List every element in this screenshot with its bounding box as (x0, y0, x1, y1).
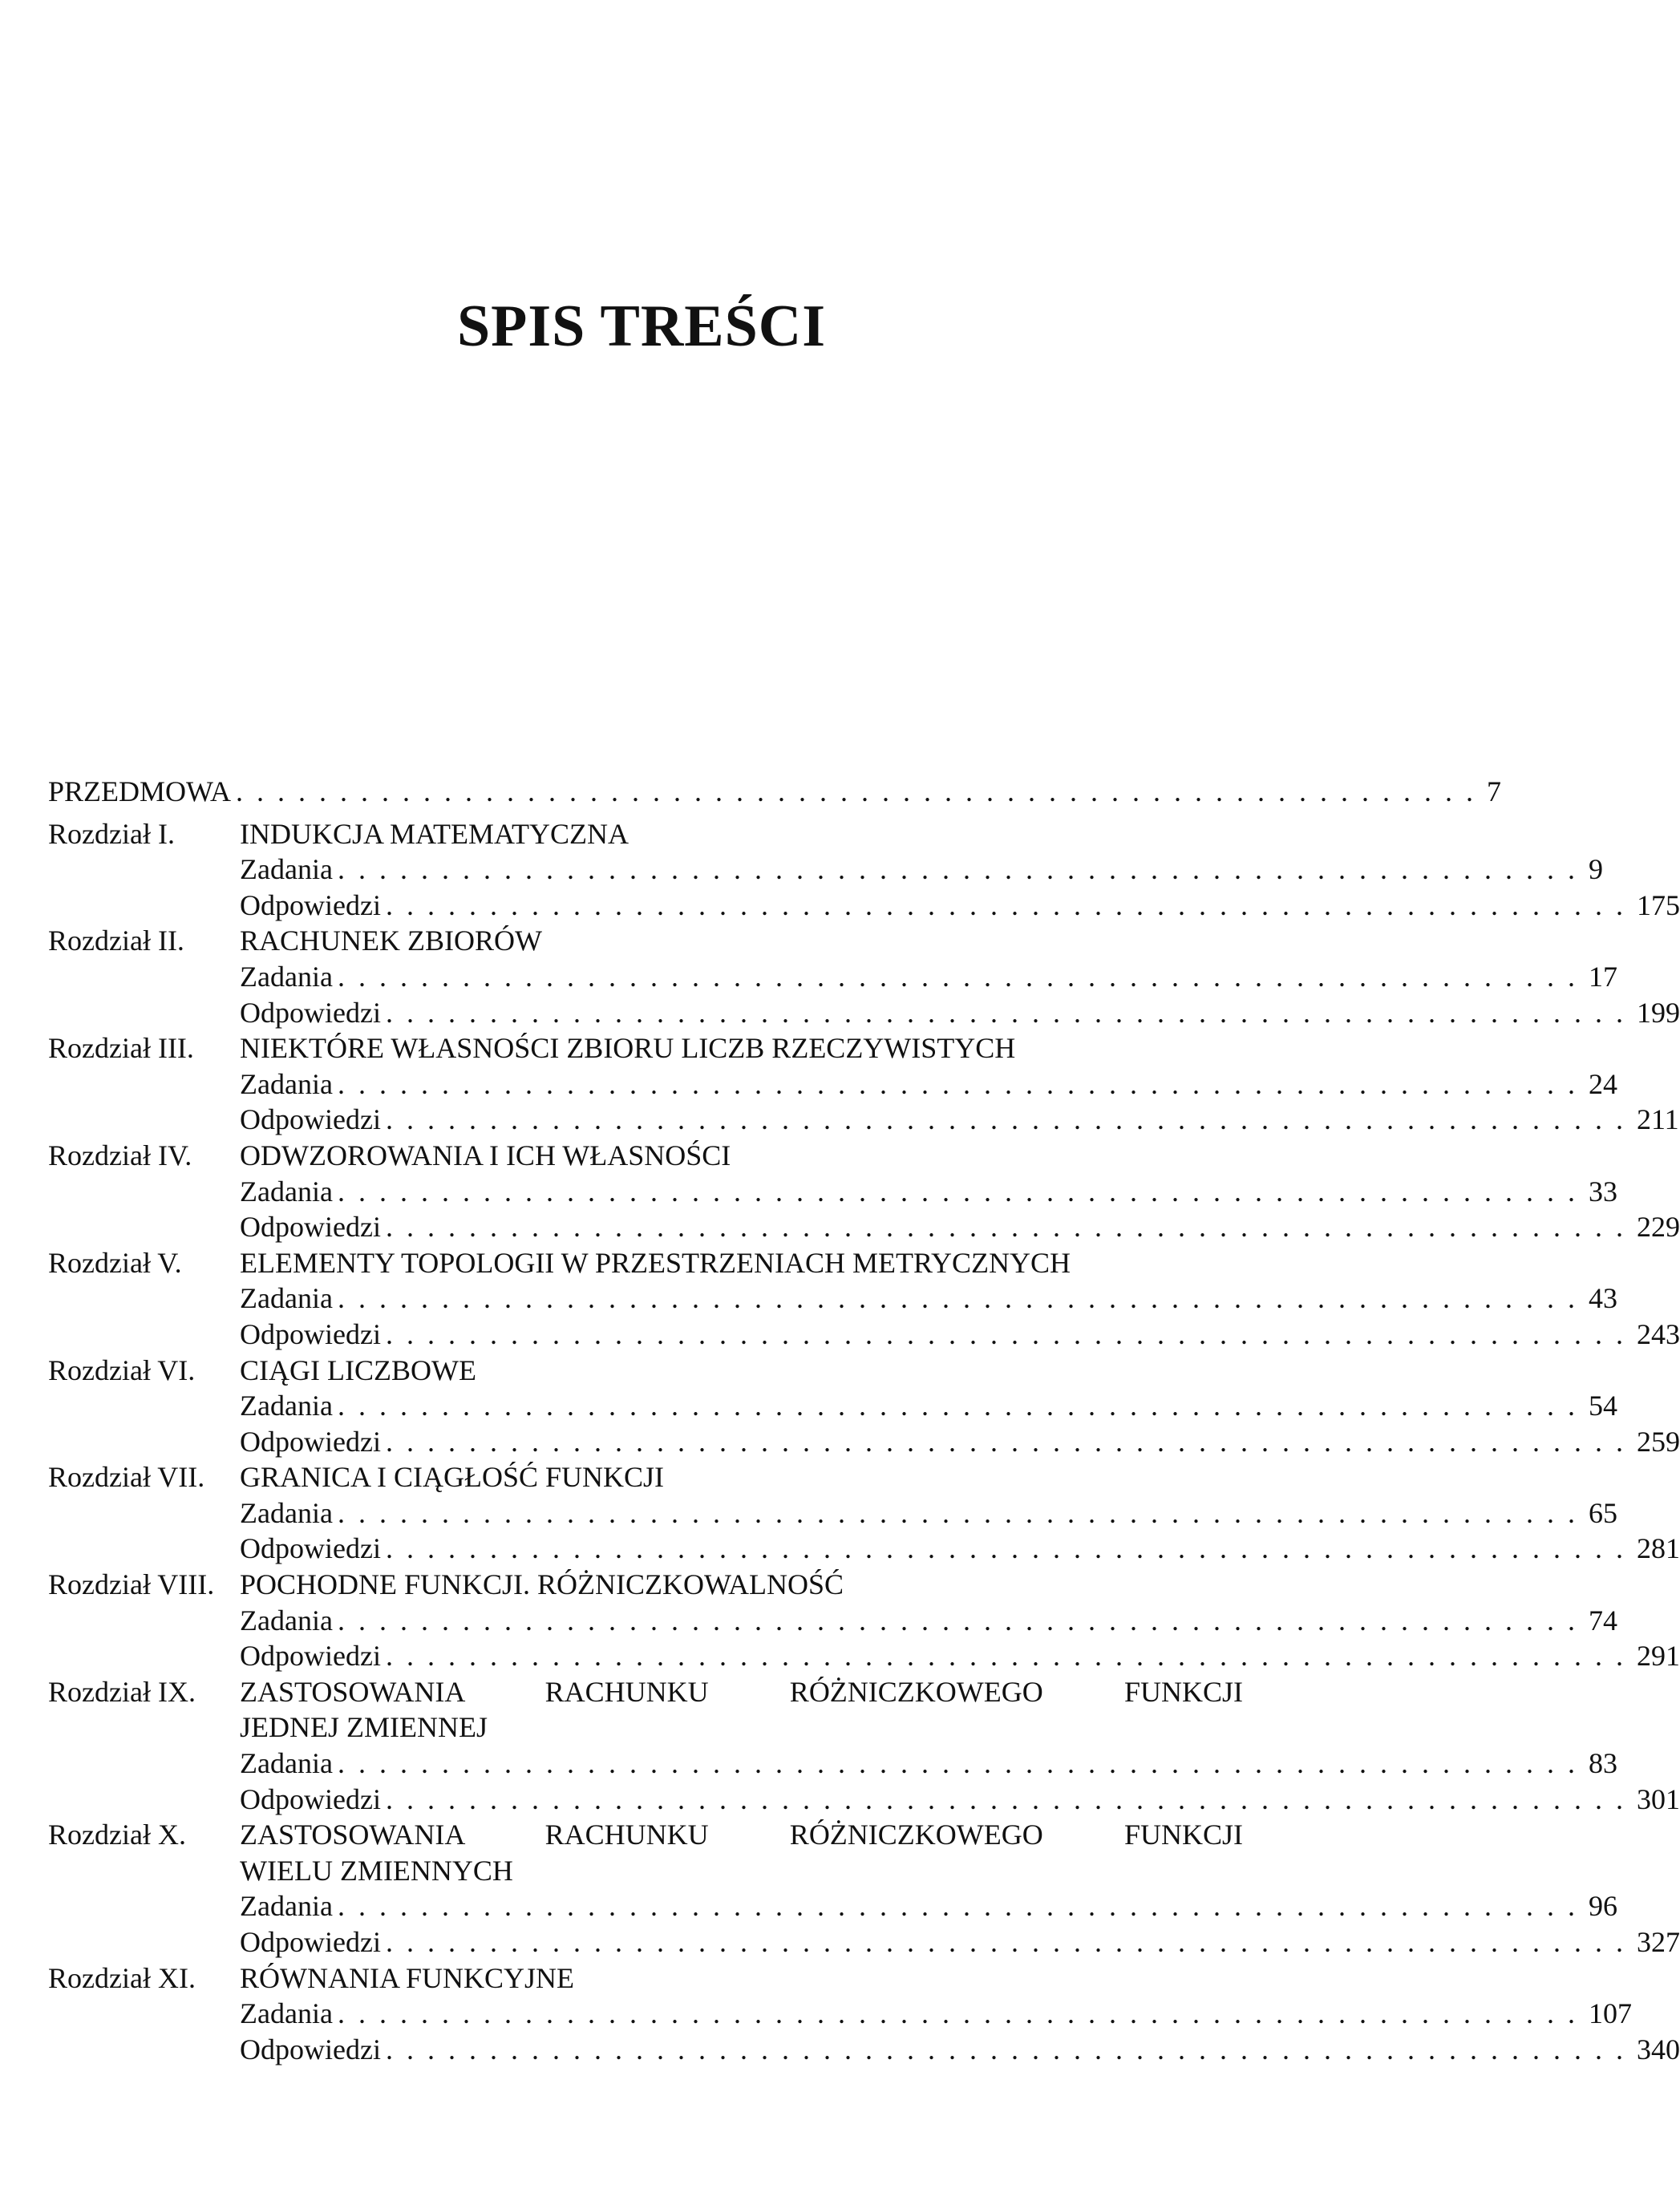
chapter-title: GRANICA I CIĄGŁOŚĆ FUNKCJI (240, 1461, 665, 1494)
odpowiedzi-row (48, 1782, 1680, 1818)
dot-leader: ............................................................ (385, 888, 1637, 921)
dot-leader: ............................................................ (337, 1175, 1589, 1208)
zadania-leader (240, 1495, 1617, 1531)
zadania-page: 107 (1588, 1997, 1632, 2030)
odpowiedzi-label: Odpowiedzi (240, 1532, 381, 1565)
chapter-label: Rozdział VIII. (48, 1568, 215, 1601)
chapter-title-wrap (240, 1674, 1243, 1710)
odpowiedzi-page: 281 (1636, 1532, 1680, 1565)
zadania-label: Zadania (240, 1067, 333, 1100)
preface-label: PRZEDMOWA (48, 775, 232, 807)
dot-leader: ............................................................ (385, 1782, 1637, 1815)
zadania-label: Zadania (240, 1604, 333, 1637)
zadania-leader (240, 1746, 1617, 1782)
odpowiedzi-body (240, 1638, 1680, 1674)
odpowiedzi-page: 340 (1636, 2033, 1680, 2065)
zadania-body (240, 1174, 1617, 1210)
odpowiedzi-page: 327 (1636, 1926, 1680, 1958)
zadania-leader (240, 959, 1617, 995)
zadania-body (240, 852, 1603, 888)
zadania-label: Zadania (240, 1282, 333, 1315)
odpowiedzi-leader (240, 1531, 1680, 1567)
chapter-heading (48, 816, 1243, 852)
chapter-label: Rozdział IX. (48, 1675, 196, 1708)
odpowiedzi-body (240, 2032, 1680, 2068)
chapter-title-line2: WIELU ZMIENNYCH (240, 1854, 513, 1887)
dot-leader: ............................................................ (385, 1211, 1637, 1244)
odpowiedzi-body (240, 888, 1680, 924)
dot-leader: ............................................................ (385, 1926, 1637, 1958)
chapter-label: Rozdział XI. (48, 1961, 196, 1994)
zadania-leader (240, 1281, 1617, 1317)
odpowiedzi-label: Odpowiedzi (240, 1782, 381, 1815)
chapter-title-wrap (240, 1245, 1243, 1281)
dot-leader: ............................................................ (385, 1103, 1637, 1136)
zadania-row (48, 959, 1617, 995)
odpowiedzi-leader (240, 1782, 1680, 1818)
page-title: SPIS TREŚCI (456, 293, 827, 359)
zadania-leader (240, 852, 1603, 888)
odpowiedzi-label: Odpowiedzi (240, 888, 381, 921)
zadania-label: Zadania (240, 853, 333, 886)
zadania-label: Zadania (240, 1175, 333, 1208)
zadania-row (48, 1603, 1617, 1639)
chapter-title-wrap (240, 1459, 1243, 1495)
chapter-title-wrap (240, 1960, 1243, 1997)
zadania-leader (240, 1066, 1617, 1102)
zadania-page: 24 (1588, 1067, 1617, 1100)
zadania-body (240, 1495, 1617, 1531)
chapter-heading (48, 1567, 1243, 1603)
chapter-title: NIEKTÓRE WŁASNOŚCI ZBIORU LICZB RZECZYWISTYCH (240, 1032, 1016, 1065)
chapter-entry (48, 1138, 1680, 1245)
dot-leader: ............................................................ (385, 1317, 1637, 1350)
zadania-label: Zadania (240, 1390, 333, 1422)
chapter-heading (48, 1817, 1243, 1853)
zadania-page: 74 (1588, 1604, 1617, 1637)
odpowiedzi-page: 229 (1636, 1211, 1680, 1244)
chapter-entry (48, 1030, 1679, 1138)
zadania-page: 65 (1588, 1496, 1617, 1529)
dot-leader: ............................................................ (337, 1890, 1589, 1923)
odpowiedzi-leader (240, 1638, 1680, 1674)
odpowiedzi-leader (240, 995, 1680, 1031)
chapter-entry (48, 1245, 1680, 1353)
chapter-heading (48, 1960, 1243, 1997)
chapter-heading (48, 1674, 1243, 1710)
dot-leader: ............................................................ (385, 1425, 1637, 1458)
dot-leader: ............................................................ (337, 1496, 1589, 1529)
chapter-label: Rozdział III. (48, 1032, 194, 1065)
chapter-title: CIĄGI LICZBOWE (240, 1353, 476, 1386)
chapter-title-wrap (240, 1030, 1243, 1066)
chapter-entry (48, 1817, 1680, 1960)
chapter-entry (48, 1960, 1680, 2068)
zadania-page: 96 (1588, 1890, 1617, 1923)
zadania-row (48, 1996, 1632, 2032)
zadania-label: Zadania (240, 960, 333, 993)
odpowiedzi-row (48, 1209, 1680, 1245)
odpowiedzi-leader (240, 1924, 1680, 1960)
zadania-row (48, 1281, 1617, 1317)
odpowiedzi-body (240, 995, 1680, 1031)
dot-leader: ............................................................ (337, 1747, 1589, 1780)
odpowiedzi-label: Odpowiedzi (240, 1640, 381, 1673)
chapter-title: POCHODNE FUNKCJI. RÓŻNICZKOWALNOŚĆ (240, 1568, 844, 1601)
zadania-row (48, 1495, 1617, 1531)
odpowiedzi-leader (240, 2032, 1680, 2068)
zadania-body (240, 1388, 1617, 1424)
chapter-list (48, 816, 1680, 2068)
odpowiedzi-page: 175 (1636, 888, 1680, 921)
odpowiedzi-label: Odpowiedzi (240, 1425, 381, 1458)
chapter-title-wrap (240, 923, 1243, 959)
odpowiedzi-row (48, 1531, 1680, 1567)
dot-leader: ............................................................ (385, 2033, 1637, 2065)
zadania-row (48, 1888, 1617, 1924)
zadania-row (48, 1174, 1617, 1210)
chapter-heading (48, 1030, 1243, 1066)
odpowiedzi-page: 301 (1636, 1782, 1680, 1815)
zadania-body (240, 1888, 1617, 1924)
zadania-label: Zadania (240, 1997, 333, 2030)
odpowiedzi-leader (240, 1317, 1680, 1353)
chapter-entry (48, 1459, 1680, 1567)
chapter-title: ZASTOSOWANIA RACHUNKU RÓŻNICZKOWEGO FUNKCJI (240, 1819, 1243, 1851)
zadania-page: 9 (1588, 853, 1603, 886)
chapter-label: Rozdział V. (48, 1246, 182, 1279)
dot-leader: ............................................................ (337, 853, 1589, 886)
odpowiedzi-body (240, 1924, 1680, 1960)
odpowiedzi-page: 243 (1636, 1317, 1680, 1350)
zadania-body (240, 1066, 1617, 1102)
chapter-heading (48, 1138, 1243, 1174)
zadania-row (48, 1388, 1617, 1424)
chapter-title: RÓWNANIA FUNKCYJNE (240, 1961, 575, 1994)
table-of-contents (48, 774, 1680, 2067)
chapter-heading (48, 1459, 1243, 1495)
chapter-label: Rozdział VI. (48, 1353, 196, 1386)
odpowiedzi-page: 291 (1636, 1640, 1680, 1673)
odpowiedzi-page: 211 (1636, 1103, 1679, 1136)
odpowiedzi-label: Odpowiedzi (240, 1103, 381, 1136)
chapter-entry (48, 816, 1680, 924)
odpowiedzi-body (240, 1782, 1680, 1818)
chapter-heading-cont (48, 1709, 1243, 1746)
dot-leader: ............................................................ (385, 996, 1637, 1029)
odpowiedzi-body (240, 1102, 1679, 1138)
chapter-title-wrap (240, 1353, 1243, 1389)
odpowiedzi-leader (240, 888, 1680, 924)
zadania-row (48, 852, 1603, 888)
zadania-body (240, 1746, 1617, 1782)
chapter-title-wrap (240, 1817, 1243, 1853)
chapter-label: Rozdział I. (48, 817, 175, 850)
chapter-title: INDUKCJA MATEMATYCZNA (240, 817, 629, 850)
odpowiedzi-row (48, 995, 1680, 1031)
chapter-title: ZASTOSOWANIA RACHUNKU RÓŻNICZKOWEGO FUNKCJI (240, 1675, 1243, 1708)
chapter-heading (48, 1353, 1243, 1389)
zadania-label: Zadania (240, 1747, 333, 1780)
odpowiedzi-row (48, 1102, 1679, 1138)
preface-page: 7 (1487, 775, 1502, 807)
chapter-title-line2: JEDNEJ ZMIENNEJ (240, 1711, 488, 1744)
chapter-entry (48, 1674, 1680, 1817)
zadania-row (48, 1746, 1617, 1782)
odpowiedzi-label: Odpowiedzi (240, 1317, 381, 1350)
odpowiedzi-row (48, 1638, 1680, 1674)
odpowiedzi-label: Odpowiedzi (240, 1211, 381, 1244)
dot-leader: ............................................................ (385, 1640, 1637, 1673)
zadania-leader (240, 1996, 1632, 2032)
dot-leader: ............................................................ (236, 775, 1488, 807)
odpowiedzi-leader (240, 1209, 1680, 1245)
dot-leader: ............................................................ (337, 1997, 1589, 2030)
dot-leader: ............................................................ (337, 960, 1589, 993)
zadania-label: Zadania (240, 1890, 333, 1923)
odpowiedzi-row (48, 1424, 1680, 1460)
zadania-body (240, 959, 1617, 995)
odpowiedzi-row (48, 2032, 1680, 2068)
dot-leader: ............................................................ (337, 1067, 1589, 1100)
odpowiedzi-leader (240, 1102, 1679, 1138)
zadania-page: 43 (1588, 1282, 1617, 1315)
zadania-row (48, 1066, 1617, 1102)
zadania-page: 83 (1588, 1747, 1617, 1780)
zadania-body (240, 1996, 1632, 2032)
chapter-title-wrap (240, 816, 1243, 852)
dot-leader: ............................................................ (337, 1390, 1589, 1422)
odpowiedzi-leader (240, 1424, 1680, 1460)
chapter-entry (48, 1567, 1680, 1674)
odpowiedzi-body (240, 1209, 1680, 1245)
odpowiedzi-body (240, 1424, 1680, 1460)
dot-leader: ............................................................ (337, 1282, 1589, 1315)
dot-leader: ............................................................ (337, 1604, 1589, 1637)
chapter-heading (48, 1245, 1243, 1281)
zadania-body (240, 1603, 1617, 1639)
odpowiedzi-label: Odpowiedzi (240, 1926, 381, 1958)
chapter-entry (48, 1353, 1680, 1460)
odpowiedzi-label: Odpowiedzi (240, 2033, 381, 2065)
zadania-page: 54 (1588, 1390, 1617, 1422)
zadania-leader (240, 1888, 1617, 1924)
chapter-entry (48, 923, 1680, 1030)
odpowiedzi-row (48, 1317, 1680, 1353)
odpowiedzi-page: 199 (1636, 996, 1680, 1029)
chapter-title-wrap (240, 1138, 1243, 1174)
chapter-label: Rozdział IV. (48, 1139, 192, 1171)
chapter-title-wrap (240, 1567, 1243, 1603)
chapter-title-wrap (240, 1853, 1243, 1889)
odpowiedzi-row (48, 1924, 1680, 1960)
chapter-title: ODWZOROWANIA I ICH WŁASNOŚCI (240, 1139, 731, 1171)
zadania-leader (240, 1174, 1617, 1210)
chapter-label: Rozdział VII. (48, 1461, 205, 1494)
chapter-heading-cont (48, 1853, 1243, 1889)
odpowiedzi-page: 259 (1636, 1425, 1680, 1458)
zadania-page: 17 (1588, 960, 1617, 993)
zadania-body (240, 1281, 1617, 1317)
odpowiedzi-row (48, 888, 1680, 924)
toc-preface (48, 774, 1502, 810)
chapter-heading (48, 923, 1243, 959)
chapter-title: RACHUNEK ZBIORÓW (240, 924, 542, 957)
zadania-page: 33 (1588, 1175, 1617, 1208)
chapter-title-wrap (240, 1709, 1243, 1746)
zadania-leader (240, 1603, 1617, 1639)
chapter-label: Rozdział X. (48, 1819, 186, 1851)
zadania-leader (240, 1388, 1617, 1424)
chapter-label: Rozdział II. (48, 924, 184, 957)
chapter-title: ELEMENTY TOPOLOGII W PRZESTRZENIACH METRYCZNYCH (240, 1246, 1071, 1279)
zadania-label: Zadania (240, 1496, 333, 1529)
odpowiedzi-label: Odpowiedzi (240, 996, 381, 1029)
odpowiedzi-body (240, 1531, 1680, 1567)
odpowiedzi-body (240, 1317, 1680, 1353)
dot-leader: ............................................................ (385, 1532, 1637, 1565)
